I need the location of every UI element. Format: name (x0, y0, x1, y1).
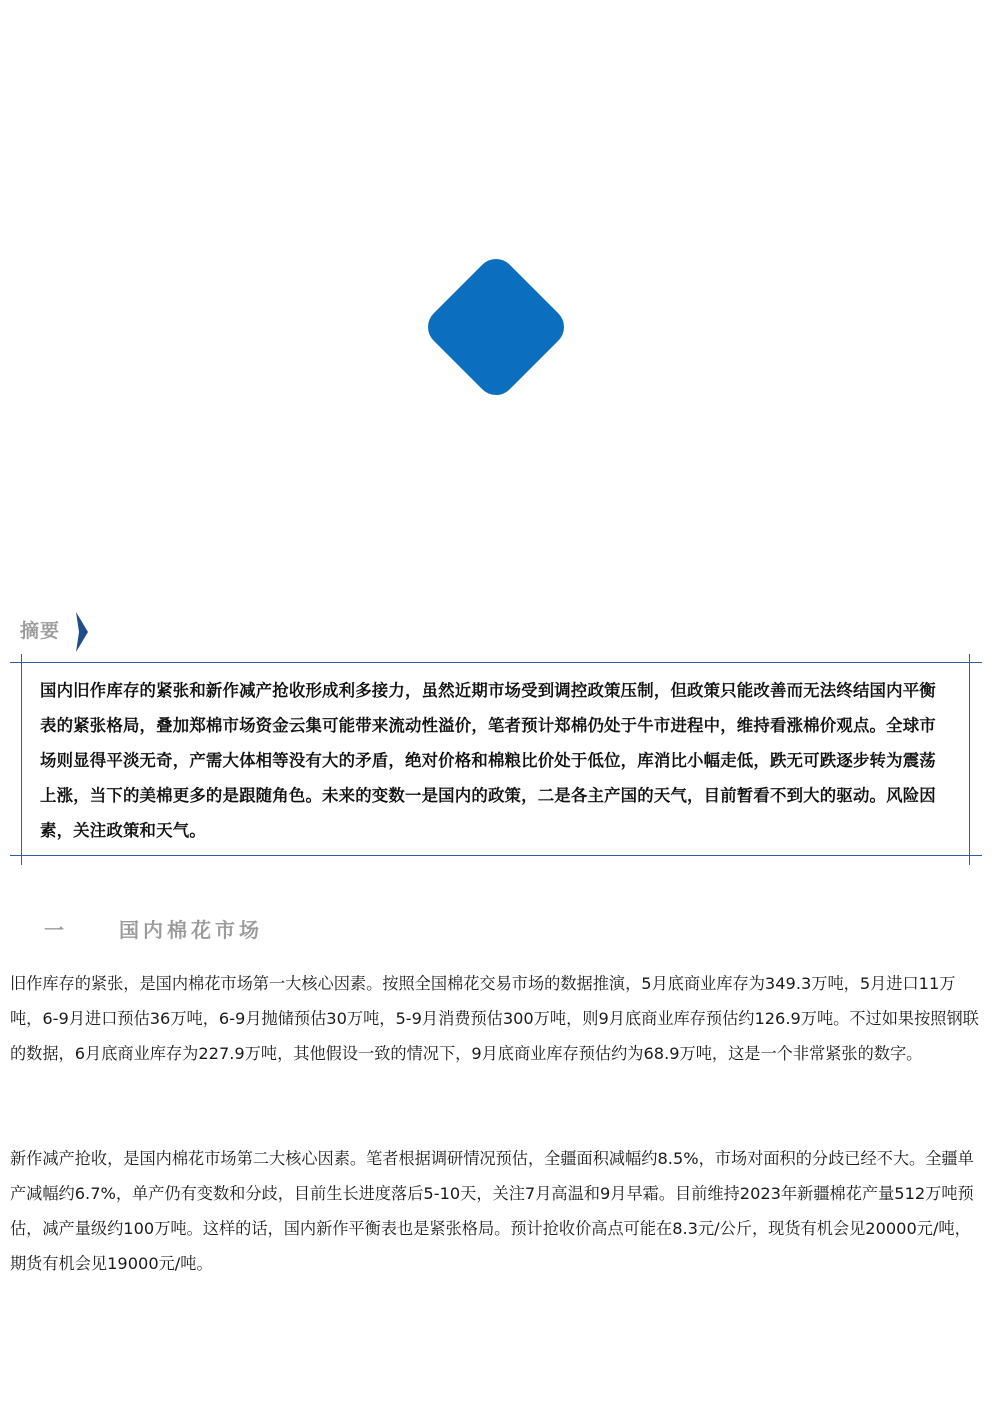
body-paragraph: 旧作库存的紧张，是国内棉花市场第一大核心因素。按照全国棉花交易市场的数据推演，5月底商业库存为349.3万吨，5月进口11万吨，6-9月进口预估36万吨，6-9月抛储预估30万吨，5-9月消费预估300万吨，则9月底商业库存预估约126.9万吨。不过如果按照钢联的数据，6月底商业库存为227.9万吨，其他假设一致的情况下，9月底商业库存预估约为68.9万吨，这是一个非常紧张的数字。 (10, 974, 979, 1063)
summary-arrow-icon (76, 612, 88, 652)
frame-left-line (21, 654, 22, 865)
summary-text: 国内旧作库存的紧张和新作减产抢收形成利多接力，虽然近期市场受到调控政策压制，但政策只能改善而无法终结国内平衡表的紧张格局，叠加郑棉市场资金云集可能带来流动性溢价，笔者预计郑棉仍处于牛市进程中，维持看涨棉价观点。全球市场则显得平淡无奇，产需大体相等没有大的矛盾，绝对价格和棉粮比价处于低位，库消比小幅走低，跌无可跌逐步转为震荡上涨，当下的美棉更多的是跟随角色。未来的变数一是国内的政策，二是各主产国的天气，目前暂看不到大的驱动。风险因素，关注政策和天气。 (40, 681, 936, 840)
frame-bottom-line (10, 855, 982, 856)
summary-label: 摘要 (20, 620, 61, 642)
section-number: 一 (44, 918, 64, 942)
frame-right-line (969, 654, 970, 865)
frame-top-line (10, 662, 982, 663)
logo-diamond-icon (424, 255, 568, 399)
body-paragraph: 新作减产抢收，是国内棉花市场第二大核心因素。笔者根据调研情况预估，全疆面积减幅约8.5%，市场对面积的分歧已经不大。全疆单产减幅约6.7%，单产仍有变数和分歧，目前生长进度落后5-10天，关注7月高温和9月早霜。目前维持2023年新疆棉花产量512万吨预估，减产量级约100万吨。这样的话，国内新作平衡表也是紧张格局。预计抢收价高点可能在8.3元/公斤，现货有机会见20000元/吨，期货有机会见19000元/吨。 (10, 1149, 974, 1273)
section-title: 国内棉花市场 (119, 918, 263, 942)
